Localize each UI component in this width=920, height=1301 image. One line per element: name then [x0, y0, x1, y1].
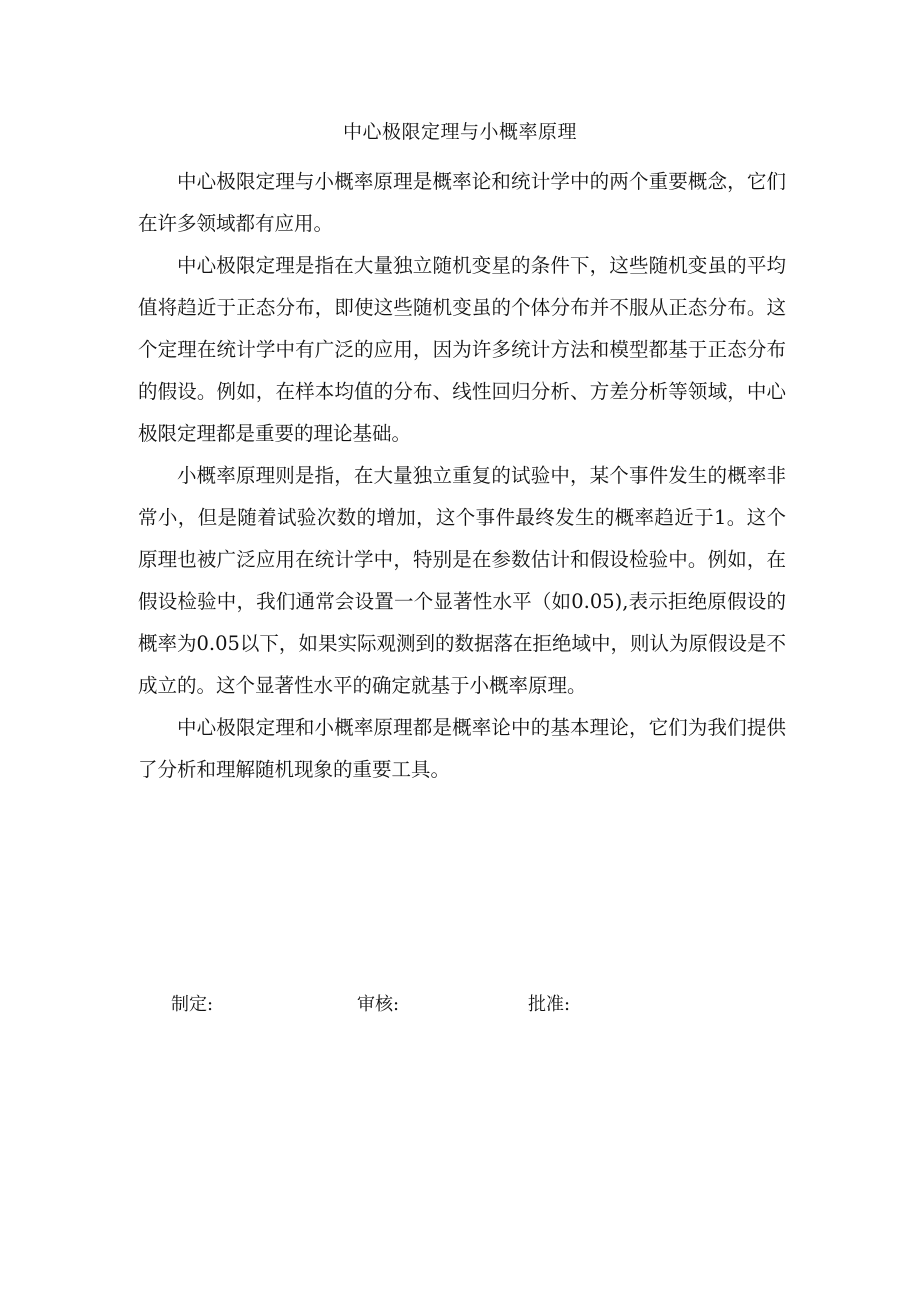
document-body	[138, 161, 786, 791]
paragraph-central-limit-theorem: 中心极限定理是指在大量独立随机变星的条件下，这些随机变虽的平均值将趋近于正态分布，即使这些随机变虽的个体分布并不服从正态分布。这个定理在统计学中有广泛的应用，因为许多统计方法和模型都基于正态分布的假设。例如，在样本均值的分布、线性回归分析、方差分析等领域，中心极限定理都是重要的理论基础。	[138, 254, 786, 445]
paragraph-small-probability-principle: 小概率原理则是指，在大量独立重复的试验中，某个事件发生的概率非常小，但是随着试验次数的增加，这个事件最终发生的概率趋近于1。这个原理也被广泛应用在统计学中，特别是在参数估计和假设检验中。例如，在假设检验中，我们通常会设置一个显著性水平（如0.05),表示拒绝原假设的概率为0.05以下，如果实际观测到的数据落在拒绝域中，则认为原假设是不成立的。这个显著性水平的确定就基于小概率原理。	[138, 464, 786, 697]
approved-by-label: 批准:	[528, 994, 571, 1015]
paragraph-intro: 中心极限定理与小概率原理是概率论和统计学中的两个重要概念，它们在许多领域都有应用。	[138, 170, 786, 235]
paragraph-conclusion: 中心极限定理和小概率原理都是概率论中的基本理论，它们为我们提供了分析和理解随机现象的重要工具。	[138, 716, 786, 781]
document-title: 中心极限定理与小概率原理	[342, 121, 577, 143]
reviewed-by-label: 审核:	[357, 994, 400, 1015]
signoff-row	[0, 990, 920, 1020]
prepared-by-label: 制定:	[171, 994, 214, 1015]
